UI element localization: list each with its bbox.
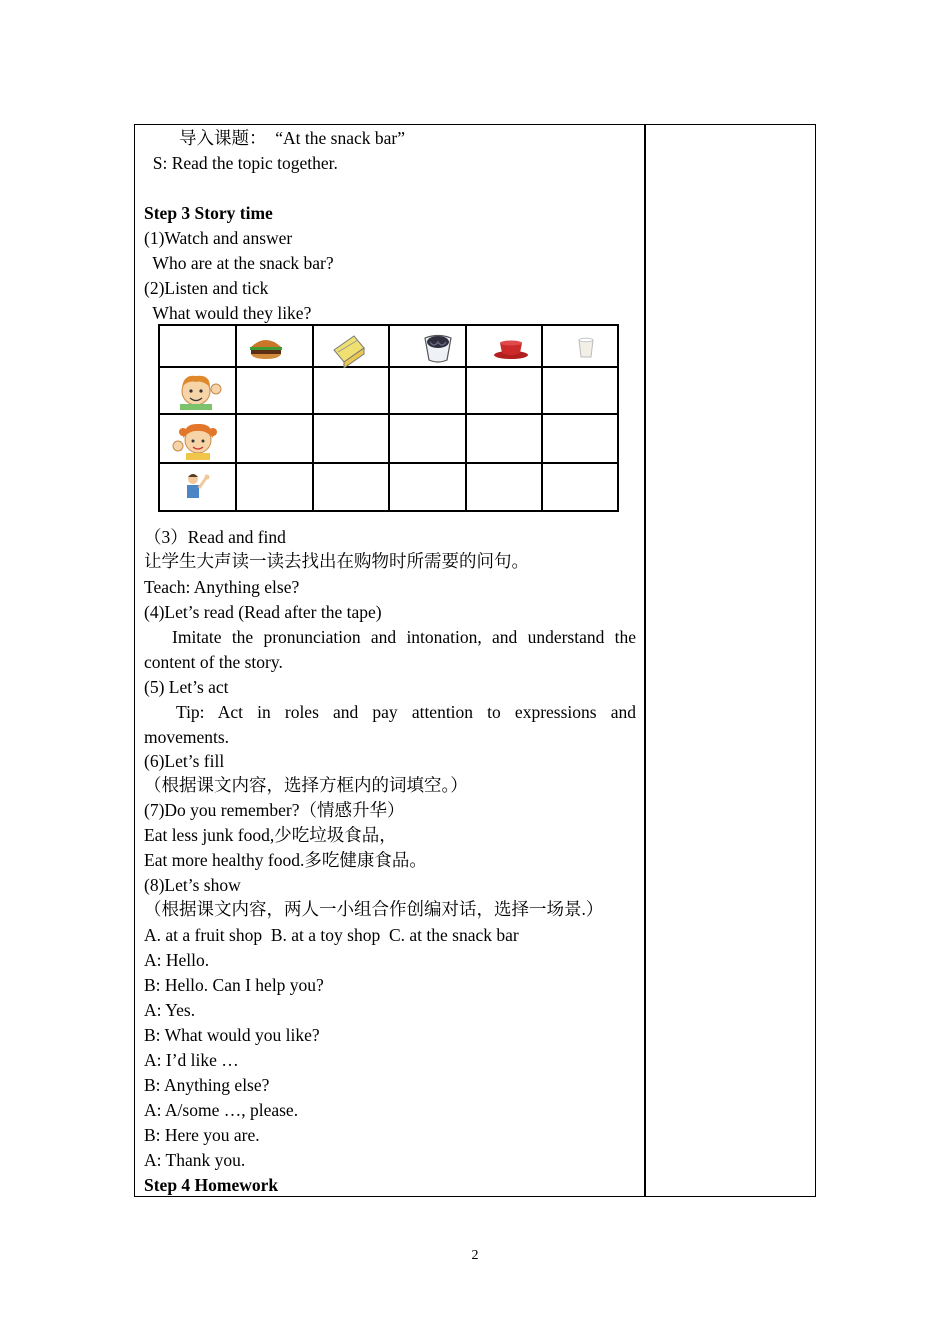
dialogue-line: B: Anything else? — [144, 1075, 270, 1095]
question-what: What would they like? — [144, 303, 312, 323]
dialogue-line: A: Thank you. — [144, 1150, 246, 1170]
eat-less-line: Eat less junk food,少吃垃圾食品， — [144, 825, 397, 845]
read-topic: S: Read the topic together. — [144, 153, 338, 173]
task-lets-read: (4)Let’s read (Read after the tape) — [144, 602, 382, 622]
page-number: 2 — [471, 1248, 479, 1263]
dialogue-line: A: Hello. — [144, 950, 210, 970]
task-lets-show: (8)Let’s show — [144, 875, 241, 895]
intro-topic: 导入课题： “At the snack bar” — [144, 128, 405, 148]
scene-options: A. at a fruit shop B. at a toy shop C. at the snack bar — [144, 925, 519, 945]
movements-line: movements. — [144, 727, 230, 747]
show-note: （根据课文内容，两人一小组合作创编对话，选择一场景.） — [144, 899, 604, 919]
noodles-icon — [420, 328, 456, 368]
tick-table — [158, 324, 619, 512]
man-icon — [182, 470, 212, 500]
milk-icon — [574, 336, 598, 360]
task-remember: (7)Do you remember?（情感升华） — [144, 800, 405, 820]
step3-heading: Step 3 Story time — [144, 203, 273, 223]
dialogue-line: B: Hello. Can I help you? — [144, 975, 324, 995]
cake-icon — [328, 332, 368, 368]
dialogue-line: B: What would you like? — [144, 1025, 320, 1045]
tea-icon — [492, 338, 530, 360]
hamburger-icon — [248, 336, 284, 360]
imitate-line: Imitate the pronunciation and intonation, and understand the — [172, 627, 636, 647]
question-who: Who are at the snack bar? — [144, 253, 334, 273]
dialogue-line: A: A/some …, please. — [144, 1100, 299, 1120]
read-find-note: 让学生大声读一读去找出在购物时所需要的问句。 — [144, 551, 529, 571]
step4-heading: Step 4 Homework — [144, 1175, 279, 1195]
task-lets-fill: (6)Let’s fill — [144, 751, 225, 771]
dialogue-line: A: I’d like … — [144, 1050, 239, 1070]
tip-line: Tip: Act in roles and pay attention to expressions and — [176, 702, 636, 722]
dialogue-line: A: Yes. — [144, 1000, 196, 1020]
task-lets-act: (5) Let’s act — [144, 677, 229, 697]
task-read-find: （3）Read and find — [144, 527, 286, 547]
teach-line: Teach: Anything else? — [144, 577, 300, 597]
fill-note: （根据课文内容，选择方框内的词填空。） — [144, 775, 468, 795]
girl-icon — [170, 420, 224, 460]
task-watch: (1)Watch and answer — [144, 228, 293, 248]
task-listen: (2)Listen and tick — [144, 278, 269, 298]
eat-more-line: Eat more healthy food.多吃健康食品。 — [144, 850, 427, 870]
story-content-line: content of the story. — [144, 652, 283, 672]
dialogue-line: B: Here you are. — [144, 1125, 260, 1145]
table-column-divider — [644, 124, 646, 1197]
boy-icon — [172, 372, 224, 410]
